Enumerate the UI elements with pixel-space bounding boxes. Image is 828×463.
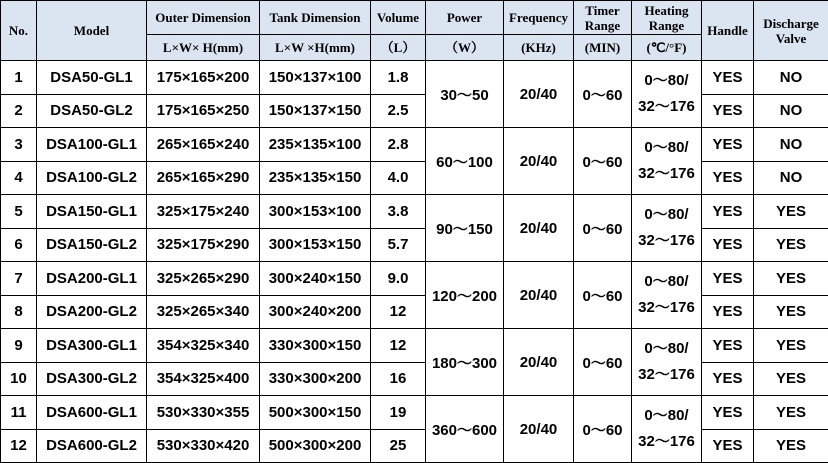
cell-handle: YES [702, 396, 754, 430]
cell-discharge: YES [754, 195, 828, 229]
table-row [1, 195, 828, 229]
table-row [1, 94, 828, 128]
cell-handle: YES [702, 161, 754, 195]
table-row [1, 161, 828, 195]
cell-discharge: NO [754, 61, 828, 95]
unit-frequency: (KHz) [504, 35, 574, 61]
cell-handle: YES [702, 195, 754, 229]
header-no: No. [1, 1, 37, 61]
cell-volume: 19 [371, 396, 426, 430]
unit-timer: (MIN) [574, 35, 632, 61]
cell-tank: 500×300×200 [260, 429, 371, 463]
cell-handle: YES [702, 429, 754, 463]
cell-frequency: 20/40 [504, 262, 574, 329]
cell-frequency: 20/40 [504, 128, 574, 195]
cell-outer: 175×165×250 [147, 94, 260, 128]
cell-discharge: YES [754, 429, 828, 463]
table-row [1, 228, 828, 262]
cell-tank: 150×137×150 [260, 94, 371, 128]
table-body [1, 61, 828, 463]
cell-no: 9 [1, 329, 37, 363]
cell-timer: 0～60 [574, 61, 632, 128]
cell-outer: 325×175×240 [147, 195, 260, 229]
cell-frequency: 20/40 [504, 195, 574, 262]
unit-tank: L×W ×H(mm) [260, 35, 371, 61]
cell-volume: 2.5 [371, 94, 426, 128]
cell-no: 10 [1, 362, 37, 396]
cell-timer: 0～60 [574, 262, 632, 329]
cell-no: 11 [1, 396, 37, 430]
heating-celsius: 0～80/ [644, 273, 689, 290]
table-row [1, 295, 828, 329]
unit-volume: （L） [371, 35, 426, 61]
cell-no: 1 [1, 61, 37, 95]
cell-power: 120～200 [426, 262, 504, 329]
cell-handle: YES [702, 262, 754, 296]
table-row [1, 262, 828, 296]
header-outer-dimension: Outer Dimension [147, 1, 260, 35]
cell-volume: 3.8 [371, 195, 426, 229]
cell-outer: 265×165×290 [147, 161, 260, 195]
cell-tank: 150×137×100 [260, 61, 371, 95]
cell-discharge: YES [754, 262, 828, 296]
cell-power: 180～300 [426, 329, 504, 396]
cell-power: 360～600 [426, 396, 504, 463]
cell-handle: YES [702, 228, 754, 262]
cell-heating [632, 262, 702, 329]
cell-volume: 2.8 [371, 128, 426, 162]
cell-tank: 500×300×150 [260, 396, 371, 430]
cell-handle: YES [702, 128, 754, 162]
cell-tank: 235×135×100 [260, 128, 371, 162]
cell-frequency: 20/40 [504, 329, 574, 396]
cell-model: DSA300-GL2 [37, 362, 147, 396]
header-timer: Timer Range [574, 1, 632, 35]
cell-outer: 530×330×420 [147, 429, 260, 463]
cell-discharge: YES [754, 329, 828, 363]
cell-no: 6 [1, 228, 37, 262]
heating-fahrenheit: 32～176 [638, 433, 695, 450]
cell-outer: 325×265×290 [147, 262, 260, 296]
cell-discharge: NO [754, 161, 828, 195]
cell-volume: 4.0 [371, 161, 426, 195]
cell-heating [632, 195, 702, 262]
cell-timer: 0～60 [574, 128, 632, 195]
header-heating: Heating Range [632, 1, 702, 35]
header-power: Power [426, 1, 504, 35]
table-row [1, 429, 828, 463]
cell-power: 90～150 [426, 195, 504, 262]
header-discharge-valve: Discharge Valve [754, 1, 828, 61]
cell-model: DSA50-GL1 [37, 61, 147, 95]
cell-model: DSA600-GL2 [37, 429, 147, 463]
cell-volume: 1.8 [371, 61, 426, 95]
table-row [1, 396, 828, 430]
cell-handle: YES [702, 94, 754, 128]
cell-timer: 0～60 [574, 329, 632, 396]
table-row [1, 128, 828, 162]
cell-outer: 325×175×290 [147, 228, 260, 262]
cell-volume: 12 [371, 329, 426, 363]
cell-no: 2 [1, 94, 37, 128]
cell-no: 12 [1, 429, 37, 463]
cell-discharge: YES [754, 396, 828, 430]
cell-timer: 0～60 [574, 396, 632, 463]
header-volume: Volume [371, 1, 426, 35]
table-row [1, 362, 828, 396]
cell-frequency: 20/40 [504, 396, 574, 463]
unit-outer: L×W× H(mm) [147, 35, 260, 61]
cell-discharge: YES [754, 228, 828, 262]
cell-no: 3 [1, 128, 37, 162]
cell-heating [632, 128, 702, 195]
cell-tank: 300×240×200 [260, 295, 371, 329]
cell-tank: 330×300×150 [260, 329, 371, 363]
header-frequency: Frequency [504, 1, 574, 35]
cell-model: DSA100-GL1 [37, 128, 147, 162]
table-row [1, 329, 828, 363]
cell-outer: 265×165×240 [147, 128, 260, 162]
cell-model: DSA100-GL2 [37, 161, 147, 195]
cell-tank: 330×300×200 [260, 362, 371, 396]
heating-celsius: 0～80/ [644, 139, 689, 156]
cell-model: DSA300-GL1 [37, 329, 147, 363]
cell-heating [632, 396, 702, 463]
cell-outer: 354×325×340 [147, 329, 260, 363]
cell-no: 7 [1, 262, 37, 296]
cell-discharge: YES [754, 295, 828, 329]
heating-fahrenheit: 32～176 [638, 299, 695, 316]
cell-heating [632, 329, 702, 396]
heating-fahrenheit: 32～176 [638, 366, 695, 383]
cell-discharge: NO [754, 94, 828, 128]
heating-fahrenheit: 32～176 [638, 165, 695, 182]
cell-no: 8 [1, 295, 37, 329]
cell-tank: 300×240×150 [260, 262, 371, 296]
cell-volume: 12 [371, 295, 426, 329]
cell-no: 4 [1, 161, 37, 195]
cell-outer: 175×165×200 [147, 61, 260, 95]
cell-tank: 300×153×150 [260, 228, 371, 262]
cell-tank: 235×135×150 [260, 161, 371, 195]
cell-model: DSA200-GL1 [37, 262, 147, 296]
table-row [1, 61, 828, 95]
cell-handle: YES [702, 295, 754, 329]
cell-model: DSA200-GL2 [37, 295, 147, 329]
cell-volume: 25 [371, 429, 426, 463]
table-header [1, 1, 828, 61]
cell-outer: 530×330×355 [147, 396, 260, 430]
heating-celsius: 0～80/ [644, 72, 689, 89]
heating-celsius: 0～80/ [644, 407, 689, 424]
cell-tank: 300×153×100 [260, 195, 371, 229]
cell-heating [632, 61, 702, 128]
cell-discharge: NO [754, 128, 828, 162]
unit-power: （W） [426, 35, 504, 61]
heating-celsius: 0～80/ [644, 206, 689, 223]
cell-outer: 354×325×400 [147, 362, 260, 396]
cell-no: 5 [1, 195, 37, 229]
cell-handle: YES [702, 61, 754, 95]
cell-discharge: YES [754, 362, 828, 396]
cell-outer: 325×265×340 [147, 295, 260, 329]
unit-heating: (℃/°F) [632, 35, 702, 61]
cell-volume: 9.0 [371, 262, 426, 296]
cell-volume: 5.7 [371, 228, 426, 262]
cell-model: DSA150-GL1 [37, 195, 147, 229]
cell-handle: YES [702, 362, 754, 396]
heating-fahrenheit: 32～176 [638, 232, 695, 249]
cell-power: 60～100 [426, 128, 504, 195]
header-handle: Handle [702, 1, 754, 61]
header-model: Model [37, 1, 147, 61]
header-tank-dimension: Tank Dimension [260, 1, 371, 35]
heating-fahrenheit: 32～176 [638, 98, 695, 115]
cell-model: DSA150-GL2 [37, 228, 147, 262]
cell-frequency: 20/40 [504, 61, 574, 128]
cell-handle: YES [702, 329, 754, 363]
cell-timer: 0～60 [574, 195, 632, 262]
cell-power: 30～50 [426, 61, 504, 128]
cell-model: DSA600-GL1 [37, 396, 147, 430]
heating-celsius: 0～80/ [644, 340, 689, 357]
cell-model: DSA50-GL2 [37, 94, 147, 128]
cell-volume: 16 [371, 362, 426, 396]
